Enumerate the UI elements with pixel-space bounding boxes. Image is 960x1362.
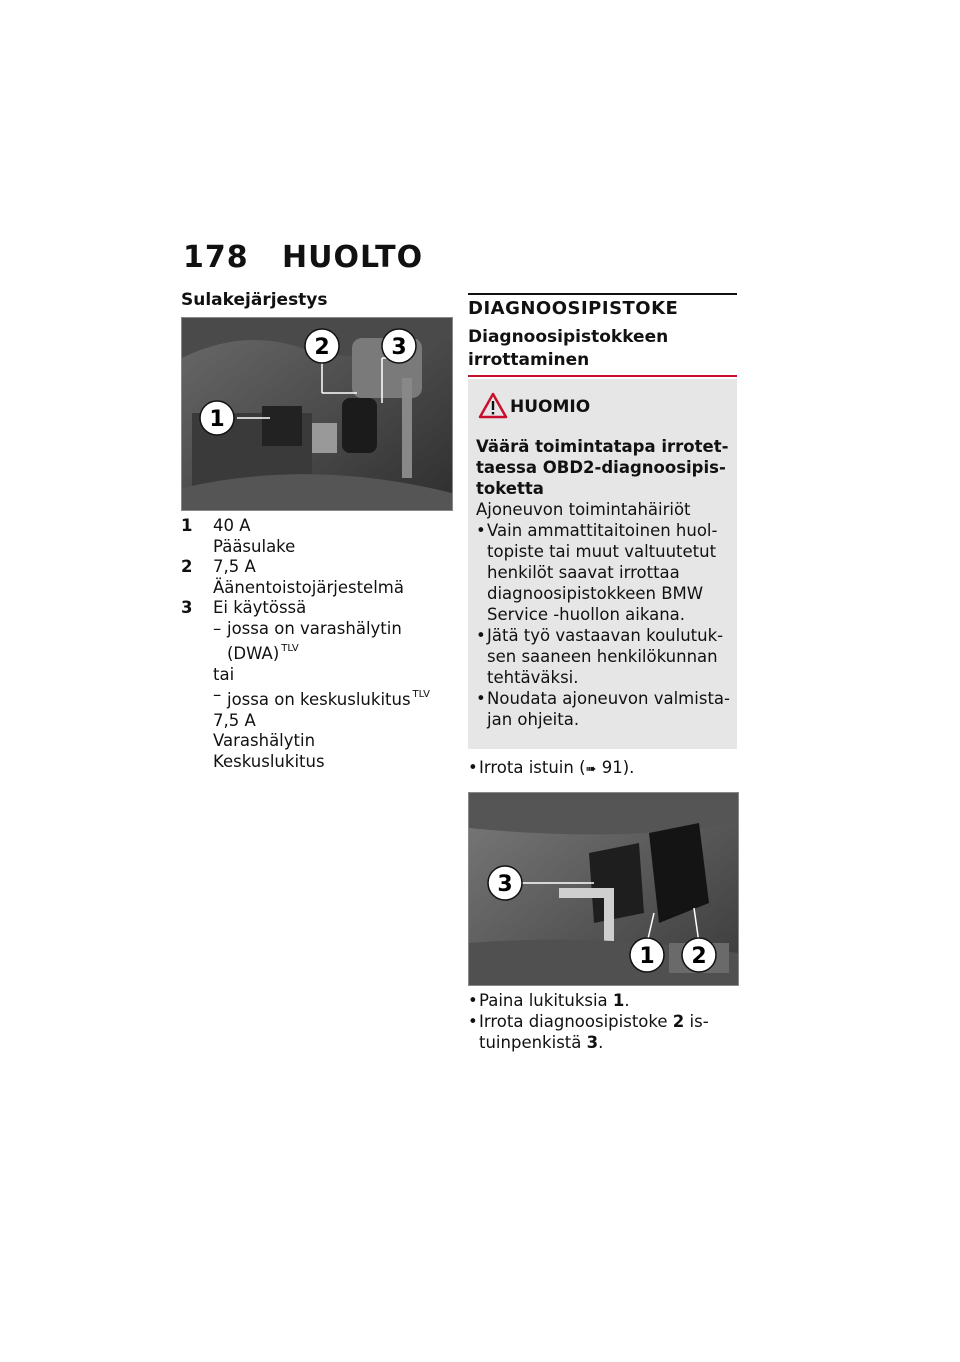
legend-number: 3 bbox=[181, 598, 193, 617]
callout-2 bbox=[305, 329, 339, 363]
callout-3 bbox=[488, 866, 522, 900]
notice-cause: Väärä toimintatapa irrotettaessa OBD2-diagnoosipistoketta bbox=[476, 437, 729, 498]
svg-text:2: 2 bbox=[691, 944, 707, 969]
notice-bullet: • Jätä työ vastaavan koulutuksen saaneen henkilökunnan tehtäväksi. bbox=[476, 626, 724, 687]
step-remove-seat: • Irrota istuin (➠ 91). bbox=[468, 758, 635, 777]
notice-rule bbox=[468, 375, 737, 377]
diagnosis-plug-photo bbox=[468, 792, 739, 986]
legend-line: Keskuslukitus bbox=[213, 751, 325, 771]
section-title: HUOLTO bbox=[282, 240, 424, 275]
callout-2 bbox=[682, 938, 716, 972]
notice-consequence: Ajoneuvon toimintahäiriöt bbox=[476, 500, 691, 519]
callout-3 bbox=[382, 329, 416, 363]
notice-title: HUOMIO bbox=[510, 397, 591, 417]
svg-text:1: 1 bbox=[209, 407, 225, 432]
diagnosis-heading: DIAGNOOSIPISTOKE bbox=[468, 298, 679, 319]
legend-number: 2 bbox=[181, 557, 193, 576]
legend-line: 40 A bbox=[213, 516, 251, 535]
legend-sub-item: – jossa on varashälytin bbox=[213, 618, 402, 638]
legend-number: 1 bbox=[181, 516, 193, 535]
legend-line: Varashälytin bbox=[213, 731, 316, 750]
section-rule bbox=[468, 293, 737, 295]
fuse-box-photo bbox=[181, 317, 453, 511]
legend-line: 7,5 A bbox=[213, 557, 256, 576]
page-ref-arrow-icon: ➠ bbox=[585, 762, 597, 777]
fuse-legend bbox=[181, 516, 441, 772]
warning-triangle-icon bbox=[478, 392, 508, 423]
legend-item-1 bbox=[181, 516, 441, 557]
fuse-layout-heading: Sulakejärjestys bbox=[181, 290, 328, 310]
step-press-locks: • Paina lukituksia 1. bbox=[468, 991, 630, 1010]
svg-text:3: 3 bbox=[497, 872, 513, 897]
legend-sub-item: – jossa on keskuslukitus $^{TLV}$ bbox=[213, 685, 430, 709]
notice-bullet: • Vain ammattitaitoinen huoltopiste tai muut valtuutetut henkilöt saavat irrottaa diagnoosipistokkeen BMW Service -huollon aikana. bbox=[476, 521, 718, 624]
legend-or: tai bbox=[213, 664, 235, 684]
legend-line: Pääsulake bbox=[213, 536, 296, 556]
svg-text:2: 2 bbox=[314, 335, 330, 360]
svg-text:3: 3 bbox=[391, 335, 407, 360]
legend-item-3: 3 Ei käytössä – jossa on varashälytin (DWA) $^{TLV}$ tai – jossa on keskuslukitus $^{TLV}$ 7,5 A Varashälytin Keskuslukitus bbox=[181, 598, 441, 772]
svg-text:1: 1 bbox=[639, 944, 655, 969]
legend-line: Ei käytössä bbox=[213, 598, 307, 617]
legend-line: Äänentoistojärjestelmä bbox=[213, 577, 404, 597]
legend-item-2 bbox=[181, 557, 441, 598]
notice-bullet: • Noudata ajoneuvon valmistajan ohjeita. bbox=[476, 689, 730, 729]
step-remove-plug: • Irrota diagnoosipistoke 2 istuinpenkistä 3. bbox=[468, 1012, 709, 1052]
notice-body bbox=[476, 436, 734, 730]
callout-1 bbox=[200, 401, 234, 435]
legend-line: 7,5 A bbox=[213, 710, 256, 730]
diagnosis-subheading: Diagnoosipistokkeen irrottaminen bbox=[468, 327, 669, 370]
callout-1 bbox=[630, 938, 664, 972]
page-number: 178 bbox=[183, 240, 249, 275]
